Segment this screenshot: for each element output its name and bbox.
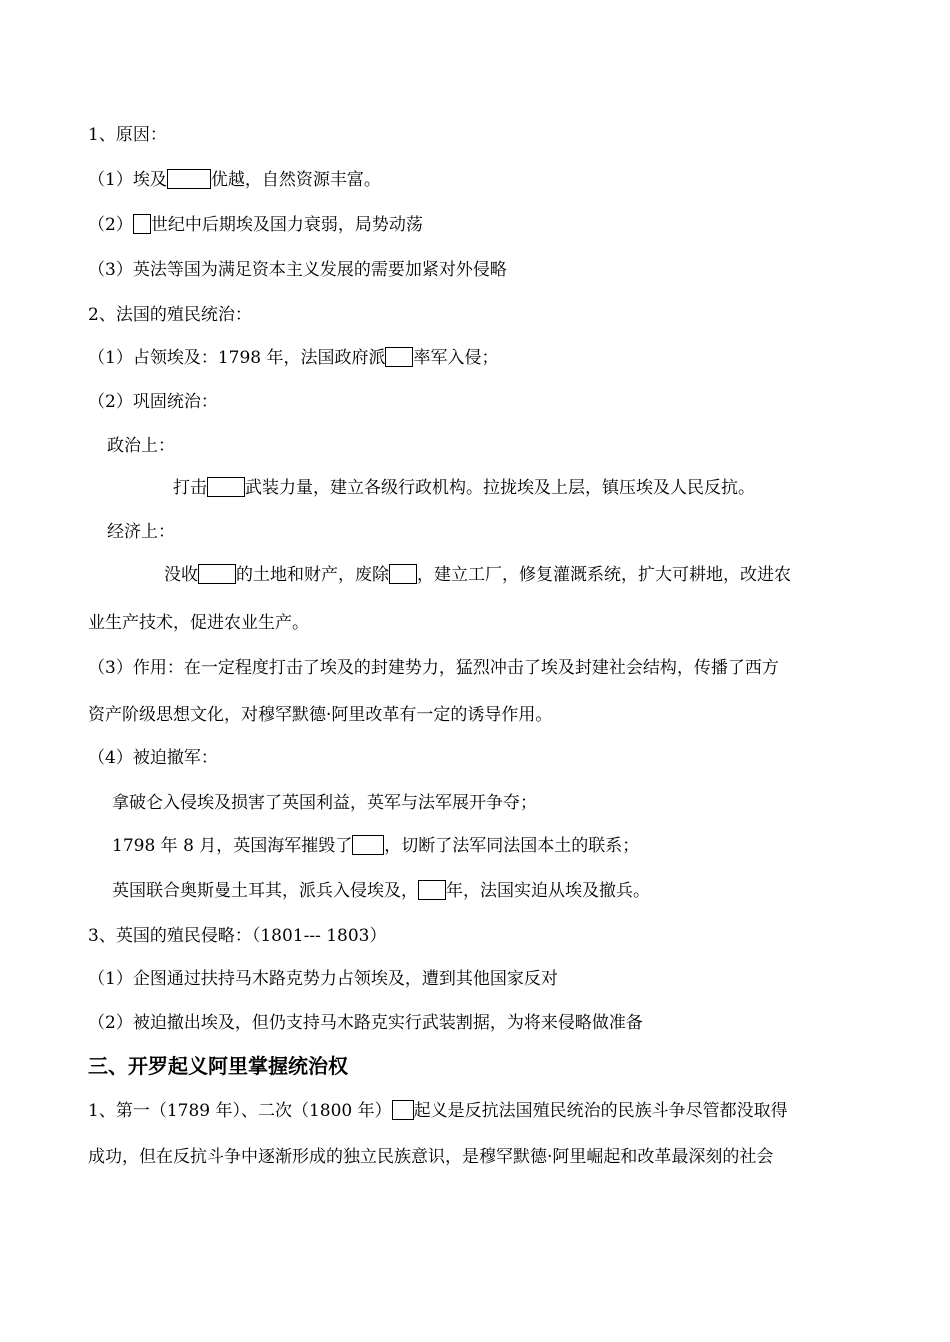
section3-heading: 3、英国的殖民侵略：（1801--- 1803） (88, 926, 387, 946)
section1-heading: 1、原因： (88, 125, 167, 145)
section1-item3: （3）英法等国为满足资本主义发展的需要加紧对外侵略 (88, 260, 507, 280)
fill-in-blank[interactable] (352, 835, 384, 855)
section1-item1: （1）埃及 优越，自然资源丰富。 (88, 170, 381, 190)
fill-in-blank[interactable] (198, 564, 236, 584)
item4-line3: 英国联合奥斯曼土耳其，派兵入侵埃及， 年，法国实迫从埃及撤兵。 (112, 881, 650, 901)
part3-p1-line2: 成功，但在反抗斗争中逐渐形成的独立民族意识，是穆罕默德·阿里崛起和改革最深刻的社会 (88, 1147, 774, 1167)
section2-item2: （2）巩固统治： (88, 392, 218, 412)
fill-in-blank[interactable] (389, 564, 417, 584)
economy-label: 经济上： (107, 522, 175, 542)
fill-in-blank[interactable] (392, 1100, 414, 1120)
section2-item1: （1）占领埃及：1798 年，法国政府派 率军入侵； (88, 348, 499, 368)
part3-p1-line1: 1、第一（1789 年）、二次（1800 年） 起义是反抗法国殖民统治的民族斗争尽管都没取得 (88, 1101, 788, 1121)
economy-text: 没收 的土地和财产，废除 ，建立工厂，修复灌溉系统，扩大可耕地，改进农 (164, 565, 791, 585)
politics-text: 打击 武装力量，建立各级行政机构。拉拢埃及上层，镇压埃及人民反抗。 (173, 478, 755, 498)
fill-in-blank[interactable] (385, 347, 413, 367)
politics-label: 政治上： (107, 436, 175, 456)
section2-item4: （4）被迫撤军： (88, 748, 218, 768)
fill-in-blank[interactable] (418, 880, 446, 900)
item4-line2: 1798 年 8 月，英国海军摧毁了 ，切断了法军同法国本土的联系； (112, 836, 640, 856)
section3-item1: （1）企图通过扶持马木路克势力占领埃及，遭到其他国家反对 (88, 969, 558, 989)
item4-line1: 拿破仑入侵埃及损害了英国利益，英军与法军展开争夺； (112, 793, 537, 813)
section1-item2: （2） 世纪中后期埃及国力衰弱，局势动荡 (88, 215, 423, 235)
section2-item3-line2: 资产阶级思想文化，对穆罕默德·阿里改革有一定的诱导作用。 (88, 705, 553, 725)
section2-item3-line1: （3）作用：在一定程度打击了埃及的封建势力，猛烈冲击了埃及封建社会结构，传播了西方 (88, 658, 779, 678)
fill-in-blank[interactable] (167, 169, 211, 189)
fill-in-blank[interactable] (133, 214, 151, 234)
section3-item2: （2）被迫撤出埃及，但仍支持马木路克实行武装割据，为将来侵略做准备 (88, 1013, 643, 1033)
part3-title: 三、开罗起义阿里掌握统治权 (88, 1054, 348, 1078)
fill-in-blank[interactable] (207, 477, 245, 497)
economy-text-cont: 业生产技术，促进农业生产。 (88, 613, 309, 633)
section2-heading: 2、法国的殖民统治： (88, 305, 252, 325)
